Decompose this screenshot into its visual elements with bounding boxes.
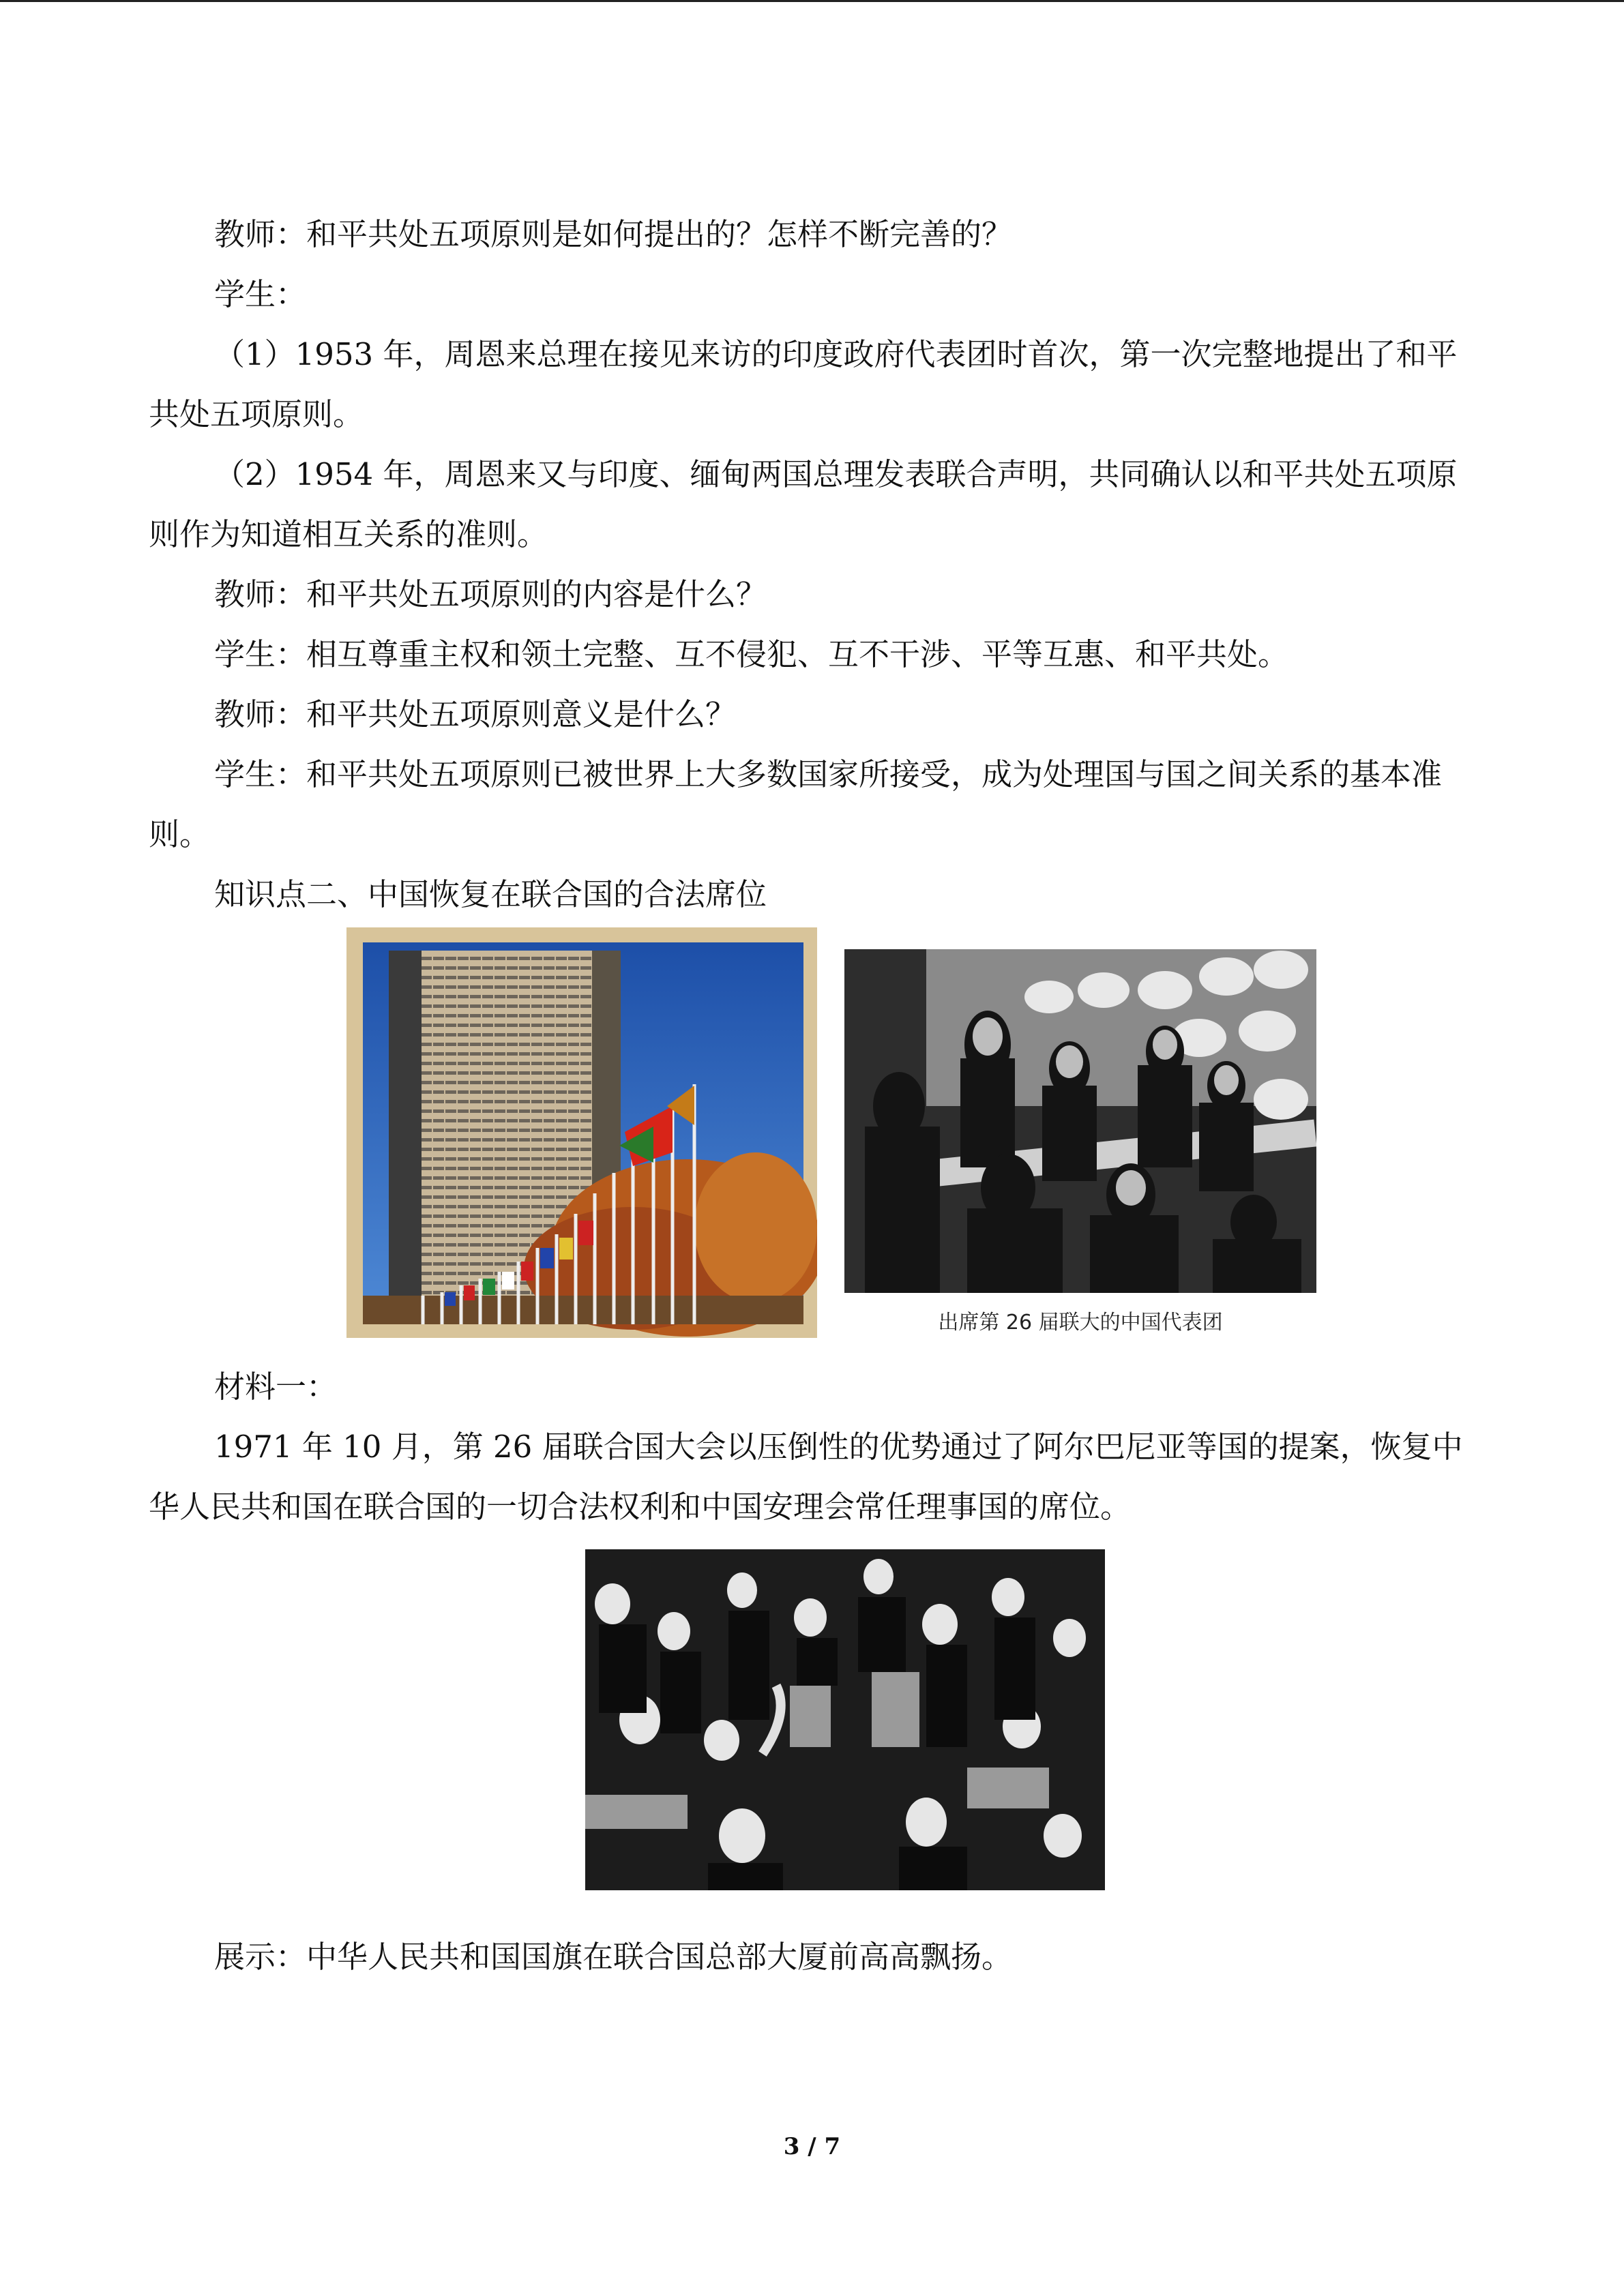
paragraph-teacher-q2: 教师：和平共处五项原则的内容是什么？ [214, 576, 767, 612]
paragraph-point-1: （1）1953 年，周恩来总理在接见来访的印度政府代表团时首次，第一次完整地提出了和平共处五项原则。 [149, 336, 1458, 432]
paragraph-material-1: 1971 年 10 月，第 26 届联合国大会以压倒性的优势通过了阿尔巴尼亚等国的提案，恢复中华人民共和国在联合国的一切合法权利和中国安理会常任理事国的席位。 [149, 1429, 1463, 1525]
paragraph-teacher-q3: 教师：和平共处五项原则意义是什么？ [214, 696, 737, 732]
top-border [0, 0, 1624, 2]
paragraph-student-a2: 学生：相互尊重主权和领土完整、互不侵犯、互不干涉、平等互惠、和平共处。 [214, 636, 1289, 672]
paragraph-point-2: （2）1954 年，周恩来又与印度、缅甸两国总理发表联合声明，共同确认以和平共处五项原则作为知道相互关系的准则。 [149, 456, 1458, 552]
paragraph-display: 展示：中华人民共和国国旗在联合国总部大厦前高高飘扬。 [214, 1939, 1013, 1975]
paragraph-material-label: 材料一： [214, 1369, 338, 1405]
paragraph-student-label: 学生： [214, 276, 307, 312]
un-assembly-vote-photo [585, 1549, 1105, 1890]
chinese-delegation-photo [844, 949, 1316, 1293]
paragraph-section-heading: 知识点二、中国恢复在联合国的合法席位 [214, 876, 767, 912]
paragraph-student-a3: 学生：和平共处五项原则已被世界上大多数国家所接受，成为处理国与国之间关系的基本准则。 [149, 756, 1443, 852]
photo-caption: 出席第 26 届联大的中国代表团 [938, 1311, 1223, 1335]
page-number: 3 / 7 [783, 2133, 841, 2160]
un-headquarters-photo [346, 927, 817, 1338]
paragraph-teacher-q1: 教师：和平共处五项原则是如何提出的？怎样不断完善的？ [214, 216, 1013, 252]
